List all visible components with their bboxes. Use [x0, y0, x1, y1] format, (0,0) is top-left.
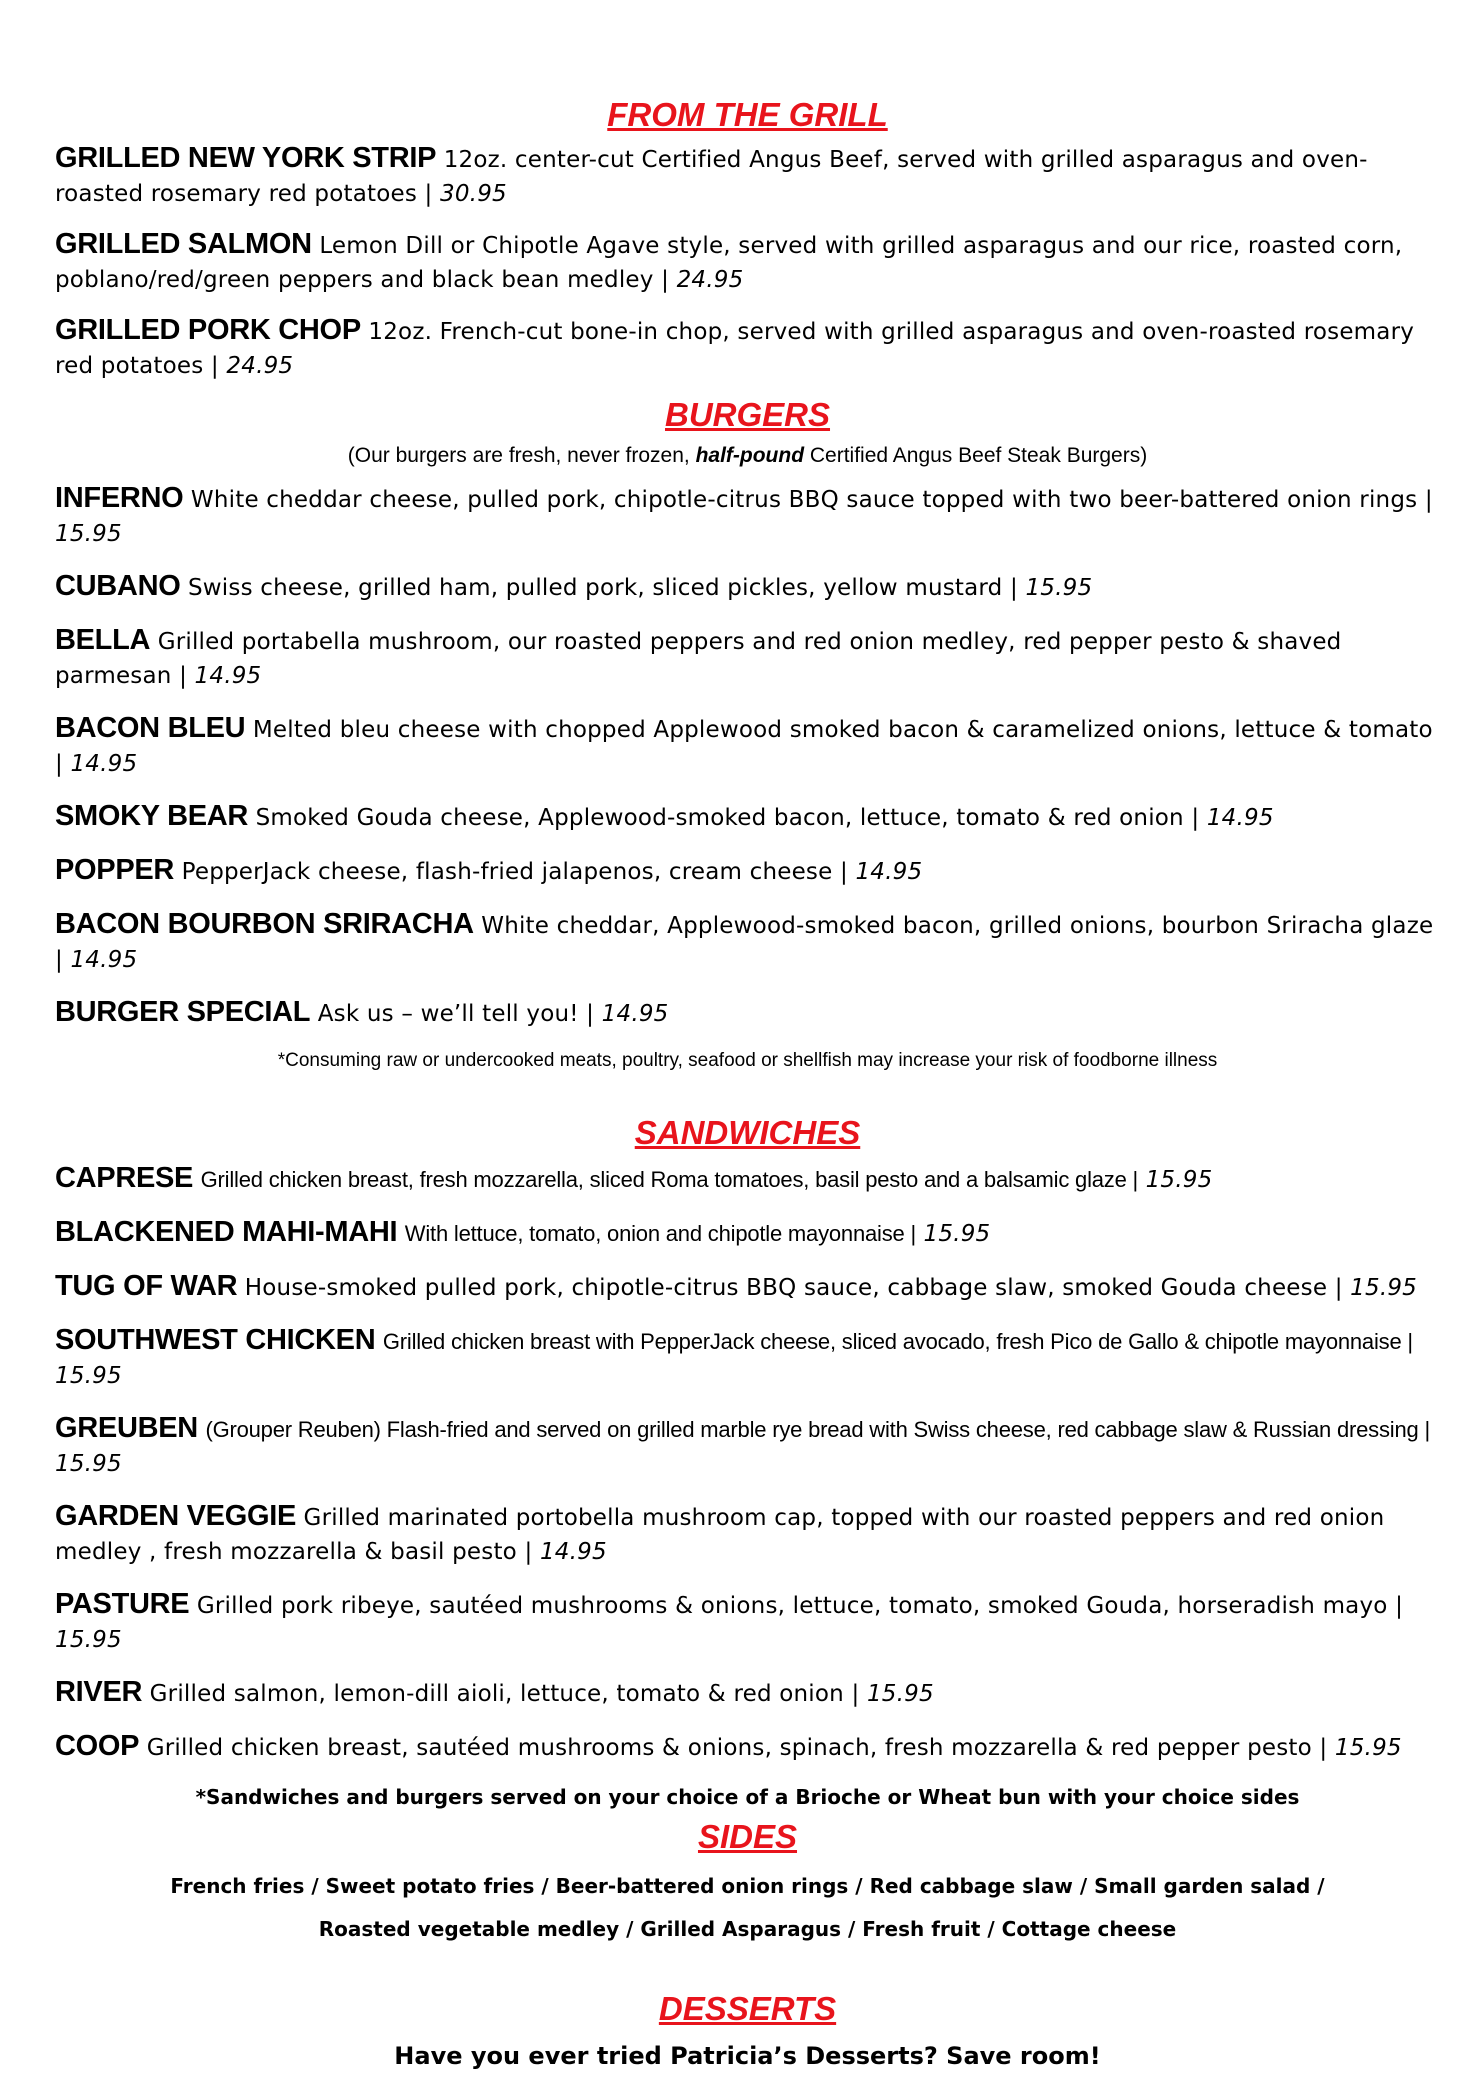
menu-item: [55, 141, 1440, 211]
item-price: 15.95: [923, 1221, 991, 1247]
item-price: 15.95: [55, 1451, 122, 1477]
item-price: 15.95: [1334, 1735, 1402, 1761]
section-heading-sandwiches: SANDWICHES: [634, 1114, 861, 1151]
sides-line-1: French fries / Sweet potato fries / Beer-battered onion rings / Red cabbage slaw / Small garden salad /: [170, 1874, 1325, 1898]
item-price: 14.95: [601, 1001, 669, 1027]
item-price: 15.95: [55, 521, 122, 547]
item-name: RIVER: [55, 1676, 143, 1708]
item-description: PepperJack cheese, flash-fried jalapenos, cream cheese |: [181, 859, 848, 885]
intro-text: Certified Angus Beef Steak Burgers): [804, 444, 1148, 467]
item-name: GARDEN VEGGIE: [55, 1500, 297, 1532]
menu-item: [55, 711, 1440, 781]
item-price: 14.95: [539, 1539, 607, 1565]
menu-item: [55, 313, 1440, 383]
section-heading-sides: SIDES: [697, 1818, 798, 1855]
menu-item: [55, 1215, 1440, 1251]
burgers-intro: [55, 441, 1440, 471]
menu-item: [55, 1729, 1440, 1765]
item-description: Smoked Gouda cheese, Applewood-smoked bacon, lettuce, tomato & red onion |: [255, 805, 1200, 831]
item-name: TUG OF WAR: [55, 1270, 238, 1302]
item-price: 15.95: [1025, 575, 1093, 601]
menu-item: [55, 907, 1440, 977]
menu-item: [55, 1269, 1440, 1305]
item-description: 12oz. center-cut Certified Angus Beef, served with grilled asparagus and oven-roasted rosemary red potatoes |: [55, 147, 1368, 207]
item-name: GRILLED PORK CHOP: [55, 314, 361, 346]
item-name: BURGER SPECIAL: [55, 996, 311, 1028]
item-description: Grilled salmon, lemon-dill aioli, lettuce, tomato & red onion |: [149, 1681, 860, 1707]
intro-emphasis: half-pound: [695, 444, 805, 467]
item-description: Grilled portabella mushroom, our roasted peppers and red onion medley, red pepper pesto & shaved parmesan |: [55, 629, 1342, 689]
item-price: 14.95: [70, 751, 138, 777]
item-name: GRILLED SALMON: [55, 228, 312, 260]
menu-item: [55, 1587, 1440, 1657]
item-price: 15.95: [1350, 1275, 1418, 1301]
menu-item: [55, 995, 1440, 1031]
menu-item: [55, 569, 1440, 605]
menu-item: [55, 799, 1440, 835]
desserts-text: Have you ever tried Patricia’s Desserts? Save room!: [394, 2042, 1101, 2070]
item-name: BACON BLEU: [55, 712, 246, 744]
menu-item: [55, 1323, 1440, 1393]
item-price: 15.95: [1145, 1167, 1213, 1193]
section-heading-grill: FROM THE GRILL: [607, 96, 888, 133]
item-description: (Grouper Reuben) Flash-fried and served on grilled marble rye bread with Swiss cheese, red cabbage slaw & Russian dressing |: [205, 1417, 1430, 1442]
item-description: Ask us – we’ll tell you! |: [317, 1001, 595, 1027]
item-description: With lettuce, tomato, onion and chipotle mayonnaise |: [404, 1221, 916, 1246]
menu-item: [55, 1675, 1440, 1711]
item-price: 14.95: [70, 947, 138, 973]
item-name: BLACKENED MAHI-MAHI: [55, 1216, 398, 1248]
item-description: Grilled marinated portobella mushroom cap, topped with our roasted peppers and red onion medley , fresh mozzarella & basil pesto |: [55, 1505, 1385, 1565]
menu-item: [55, 853, 1440, 889]
menu-item: [55, 623, 1440, 693]
section-heading-burgers: BURGERS: [664, 396, 831, 433]
item-price: 15.95: [55, 1627, 122, 1653]
item-description: House-smoked pulled pork, chipotle-citrus BBQ sauce, cabbage slaw, smoked Gouda cheese |: [244, 1275, 1343, 1301]
item-price: 30.95: [440, 181, 507, 207]
sides-line-2: Roasted vegetable medley / Grilled Asparagus / Fresh fruit / Cottage cheese: [318, 1917, 1177, 1941]
item-name: PASTURE: [55, 1588, 190, 1620]
menu-item: [55, 227, 1440, 297]
item-price: 15.95: [55, 1363, 122, 1389]
item-name: INFERNO: [55, 482, 184, 514]
food-safety-warning: *Consuming raw or undercooked meats, poultry, seafood or shellfish may increase your risk of foodborne illness: [277, 1050, 1218, 1071]
item-price: 15.95: [866, 1681, 934, 1707]
menu-item: [55, 1161, 1440, 1197]
item-description: Swiss cheese, grilled ham, pulled pork, sliced pickles, yellow mustard |: [188, 575, 1018, 601]
item-description: Lemon Dill or Chipotle Agave style, served with grilled asparagus and our rice, roasted corn, poblano/red/green peppers and black bean medley |: [55, 233, 1403, 293]
item-description: Melted bleu cheese with chopped Applewood smoked bacon & caramelized onions, lettuce & tomato |: [55, 717, 1433, 777]
item-description: Grilled pork ribeye, sautéed mushrooms & onions, lettuce, tomato, smoked Gouda, horseradish mayo |: [196, 1593, 1404, 1619]
item-description: Grilled chicken breast, sautéed mushrooms & onions, spinach, fresh mozzarella & red pepper pesto |: [146, 1735, 1328, 1761]
item-name: BACON BOURBON SRIRACHA: [55, 908, 474, 940]
item-description: Grilled chicken breast with PepperJack cheese, sliced avocado, fresh Pico de Gallo & chipotle mayonnaise |: [382, 1329, 1413, 1354]
sandwich-list: [55, 1161, 1440, 1765]
bun-note: *Sandwiches and burgers served on your choice of a Brioche or Wheat bun with your choice sides: [195, 1785, 1300, 1809]
intro-text: (Our burgers are fresh, never frozen,: [347, 444, 696, 467]
burger-list: [55, 481, 1440, 1031]
item-name: GRILLED NEW YORK STRIP: [55, 142, 437, 174]
item-price: 14.95: [194, 663, 262, 689]
item-price: 14.95: [1206, 805, 1274, 831]
menu-item: [55, 1499, 1440, 1569]
item-description: White cheddar, Applewood-smoked bacon, grilled onions, bourbon Sriracha glaze |: [55, 913, 1434, 973]
item-name: CAPRESE: [55, 1162, 194, 1194]
item-price: 24.95: [226, 353, 294, 379]
item-price: 24.95: [676, 267, 744, 293]
item-price: 14.95: [855, 859, 923, 885]
item-name: COOP: [55, 1730, 140, 1762]
item-name: BELLA: [55, 624, 151, 656]
item-description: White cheddar cheese, pulled pork, chipotle-citrus BBQ sauce topped with two beer-battered onion rings |: [190, 487, 1433, 513]
item-description: 12oz. French-cut bone-in chop, served with grilled asparagus and oven-roasted rosemary red potatoes |: [55, 319, 1415, 379]
section-heading-desserts: DESSERTS: [658, 1990, 837, 2027]
item-name: CUBANO: [55, 570, 181, 602]
item-name: POPPER: [55, 854, 175, 886]
menu-item: [55, 481, 1440, 551]
menu-page: [55, 95, 1440, 2073]
item-name: SMOKY BEAR: [55, 800, 249, 832]
menu-item: [55, 1411, 1440, 1481]
item-name: GREUBEN: [55, 1412, 198, 1444]
item-name: SOUTHWEST CHICKEN: [55, 1324, 376, 1356]
item-description: Grilled chicken breast, fresh mozzarella, sliced Roma tomatoes, basil pesto and a balsamic glaze |: [200, 1167, 1139, 1192]
